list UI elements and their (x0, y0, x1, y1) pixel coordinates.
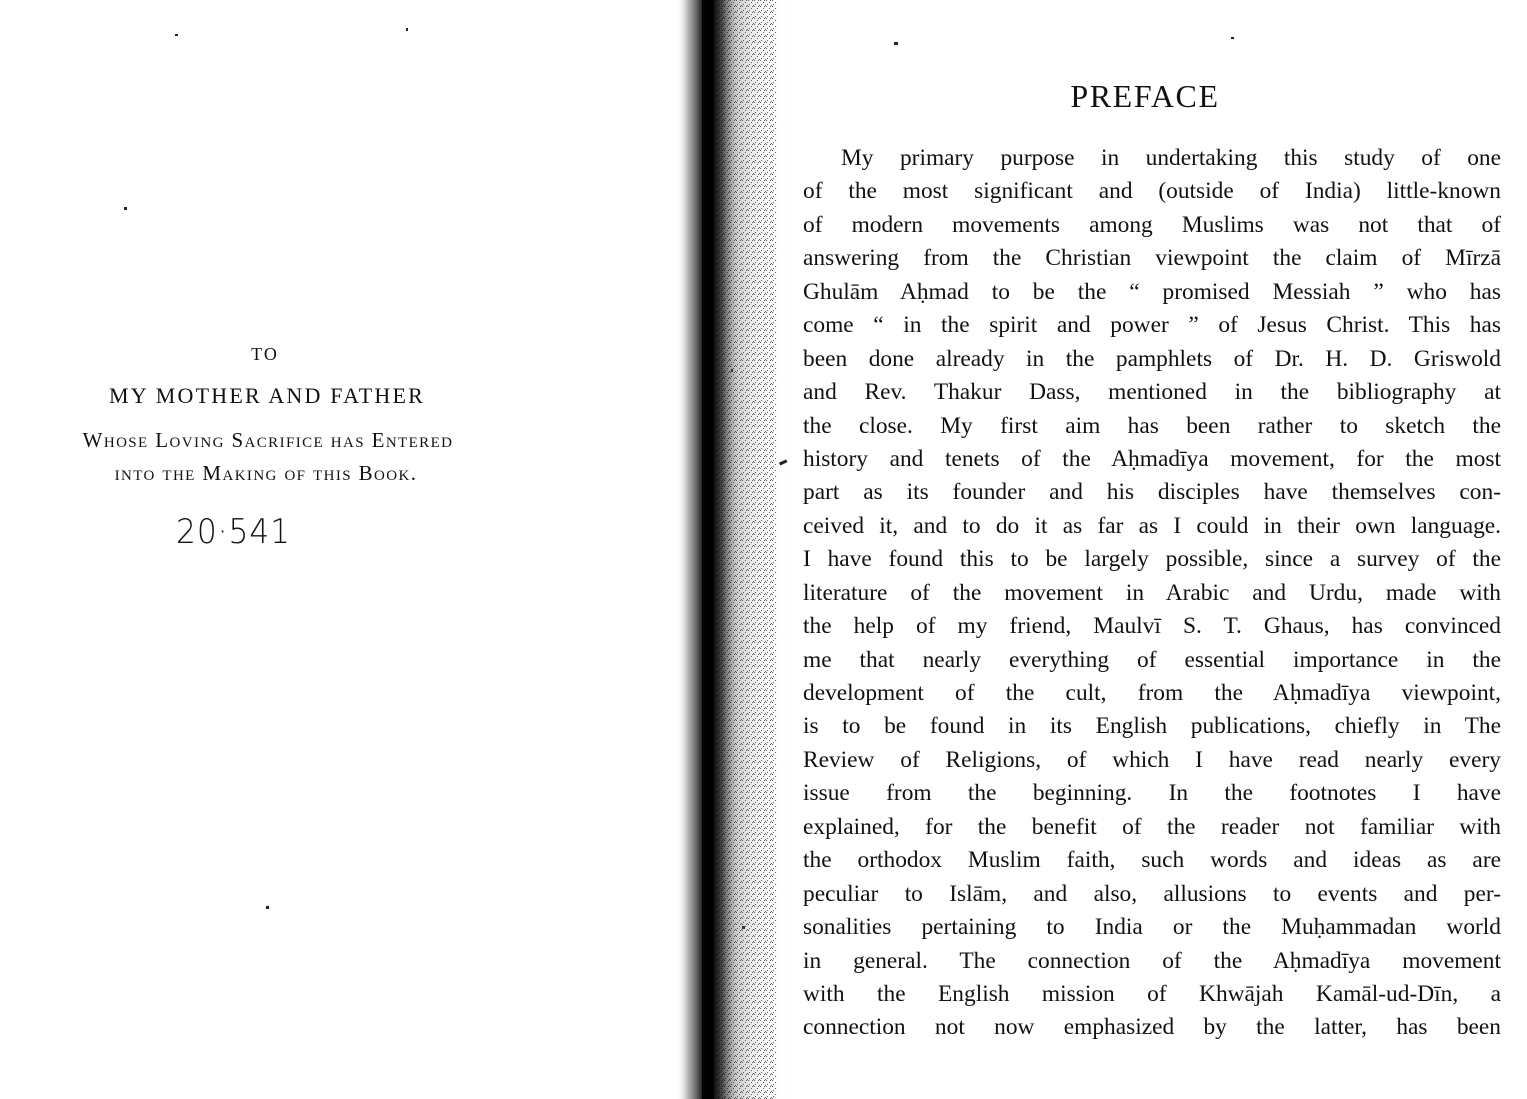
binding-gutter (676, 0, 796, 1099)
preface-line: My primary purpose in undertaking this study of one (841, 145, 1501, 171)
preface-line: of the most significant and (outside of India) little-known (803, 178, 1501, 205)
preface-line: development of the cult, from the Aḥmadīya viewpoint, (803, 680, 1501, 706)
preface-line: explained, for the benefit of the reader not familiar with (803, 813, 1501, 840)
preface-page (790, 0, 1527, 1099)
preface-body (803, 142, 1501, 1045)
preface-line: literature of the movement in Arabic and Urdu, made with (803, 579, 1501, 606)
gutter-shadow-graphic (676, 0, 796, 1099)
preface-line: come “ in the spirit and power ” of Jesus Christ. This has (803, 312, 1501, 339)
preface-line: sonalities pertaining to India or the Muḥammadan world (803, 914, 1501, 941)
preface-line: the close. My first aim has been rather to sketch the (803, 412, 1501, 439)
dedication-line-2: into the Making of this Book. (114, 461, 418, 485)
preface-line: me that nearly everything of essential importance in the (803, 646, 1501, 673)
preface-line: I have found this to be largely possible, since a survey of the (803, 546, 1501, 573)
dedication-page (0, 0, 680, 1099)
preface-line: of modern movements among Muslims was not that of (803, 211, 1501, 238)
preface-line: part as its founder and his disciples have themselves con- (803, 479, 1501, 506)
dedication-recipients: MY MOTHER AND FATHER (109, 383, 425, 408)
preface-line: is to be found in its English publications, chiefly in The (803, 713, 1501, 740)
preface-line: issue from the beginning. In the footnotes I have (803, 780, 1501, 807)
preface-line: answering from the Christian viewpoint the claim of Mīrzā (803, 245, 1501, 272)
preface-line: with the English mission of Khwājah Kamāl-ud-Dīn, a (803, 980, 1501, 1007)
preface-line: the help of my friend, Maulvī S. T. Ghaus, has convinced (803, 613, 1501, 640)
preface-line: history and tenets of the Aḥmadīya movement, for the most (803, 445, 1501, 472)
handwritten-catalog-number: 20·541 (176, 512, 291, 552)
preface-line: Ghulām Aḥmad to be the “ promised Messiah ” who has (803, 278, 1501, 305)
preface-line: the orthodox Muslim faith, such words and ideas as are (803, 847, 1501, 874)
preface-line: been done already in the pamphlets of Dr. H. D. Griswold (803, 345, 1501, 372)
preface-line: Review of Religions, of which I have read nearly every (803, 746, 1501, 773)
preface-line: in general. The connection of the Aḥmadīya movement (803, 947, 1501, 974)
preface-line: ceived it, and to do it as far as I could in their own language. (803, 512, 1501, 539)
preface-line: connection not now emphasized by the latter, has been (803, 1014, 1501, 1041)
preface-line: and Rev. Thakur Dass, mentioned in the bibliography at (803, 379, 1501, 406)
preface-line: peculiar to Islām, and also, allusions to events and per- (803, 880, 1501, 907)
preface-title: PREFACE (1070, 78, 1220, 114)
dedication-line-1: Whose Loving Sacrifice has Entered (82, 428, 454, 452)
dedication-to: TO (251, 344, 279, 364)
